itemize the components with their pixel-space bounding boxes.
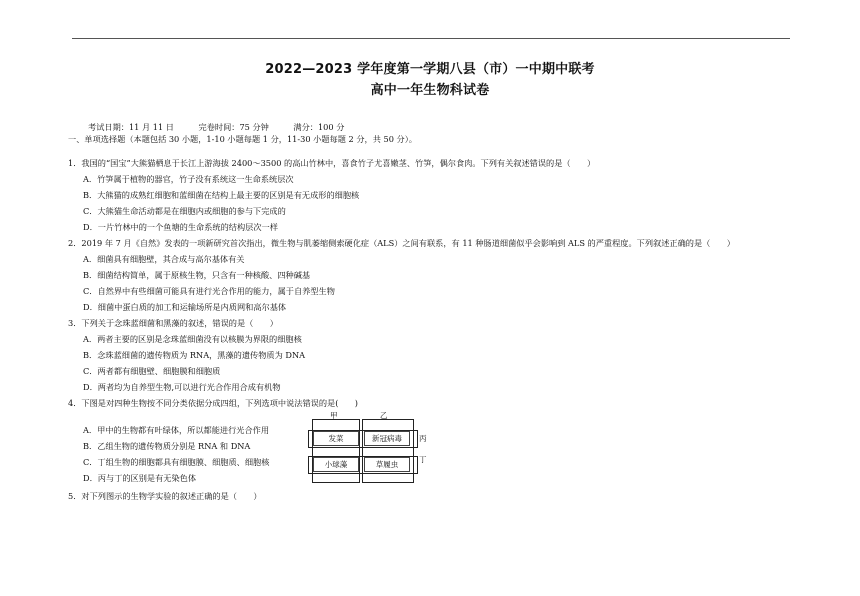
- exam-info: 考试日期：11 月 11 日 完卷时间：75 分钟 满分：100 分: [88, 122, 345, 132]
- section-title: 一、单项选择题（本题包括 30 小题，1-10 小题每题 1 分，11-30 小题每题 2 分，共 50 分）。: [68, 134, 417, 144]
- classification-diagram: [300, 410, 430, 485]
- option-2a: A．细菌具有细胞壁，其合成与高尔基体有关: [83, 254, 245, 264]
- label-ding: 丁: [419, 455, 427, 464]
- organism-covid-virus: 新冠病毒: [364, 431, 410, 446]
- option-4d: D．丙与丁的区别是有无染色体: [83, 473, 197, 483]
- header-rule: [72, 38, 790, 39]
- exam-title: 2022—2023 学年度第一学期八县（市）一中期中联考: [265, 62, 595, 77]
- option-2d: D．细菌中蛋白质的加工和运输场所是内质网和高尔基体: [83, 302, 287, 312]
- question-stem-2: 2．2019 年 7 月《自然》发表的一项新研究首次指出，微生物与肌萎缩侧索硬化症（ALS）之间有联系，有 11 种肠道细菌似乎会影响到 ALS 的严重程度。下列叙述正确的是（ ）: [68, 238, 735, 248]
- question-stem-3: 3．下列关于念珠蓝细菌和黑藻的叙述，错误的是（ ）: [68, 318, 278, 328]
- question-stem-4: 4．下图是对四种生物按不同分类依据分成四组，下列选项中说法错误的是( ): [68, 398, 358, 408]
- option-3b: B．念珠蓝细菌的遗传物质为 RNA，黑藻的遗传物质为 DNA: [83, 350, 306, 360]
- option-2c: C．自然界中有些细菌可能具有进行光合作用的能力，属于自养型生物: [83, 286, 335, 296]
- question-stem-1: 1．我国的“国宝”大熊猫栖息于长江上游海拔 2400～3500 的高山竹林中，喜食竹子尤喜嫩茎、竹笋，偶尔食肉。下列有关叙述错误的是（ ）: [68, 158, 596, 168]
- label-yi: 乙: [380, 411, 388, 420]
- option-4b: B．乙组生物的遗传物质分别是 RNA 和 DNA: [83, 441, 251, 451]
- option-3d: D．两者均为自养型生物,可以进行光合作用合成有机物: [83, 382, 281, 392]
- option-1a: A．竹笋属于植物的器官，竹子没有系统这一生命系统层次: [83, 174, 294, 184]
- option-3c: C．两者都有细胞壁、细胞膜和细胞质: [83, 366, 221, 376]
- option-1b: B．大熊猫的成熟红细胞和蓝细菌在结构上最主要的区别是有无成形的细胞核: [83, 190, 360, 200]
- option-3a: A．两者主要的区别是念珠蓝细菌没有以核膜为界限的细胞核: [83, 334, 302, 344]
- organism-facai: 发菜: [313, 431, 359, 446]
- option-1d: D．一片竹林中的一个鱼塘的生命系统的结构层次一样: [83, 222, 278, 232]
- organism-chlorella: 小球藻: [313, 457, 359, 472]
- option-1c: C．大熊猫生命活动都是在细胞内或细胞的参与下完成的: [83, 206, 286, 216]
- exam-subtitle: 高中一年生物科试卷: [370, 83, 490, 98]
- label-jia: 甲: [330, 411, 338, 420]
- question-stem-5: 5．对下列图示的生物学实验的叙述正确的是（ ）: [68, 491, 262, 501]
- option-4a: A．甲中的生物都有叶绿体，所以都能进行光合作用: [83, 425, 270, 435]
- option-2b: B．细菌结构简单，属于原核生物，只含有一种核酸、四种碱基: [83, 270, 311, 280]
- organism-paramecium: 草履虫: [364, 457, 410, 472]
- option-4c: C．丁组生物的细胞都具有细胞膜、细胞质、细胞核: [83, 457, 270, 467]
- label-bing: 丙: [419, 434, 427, 443]
